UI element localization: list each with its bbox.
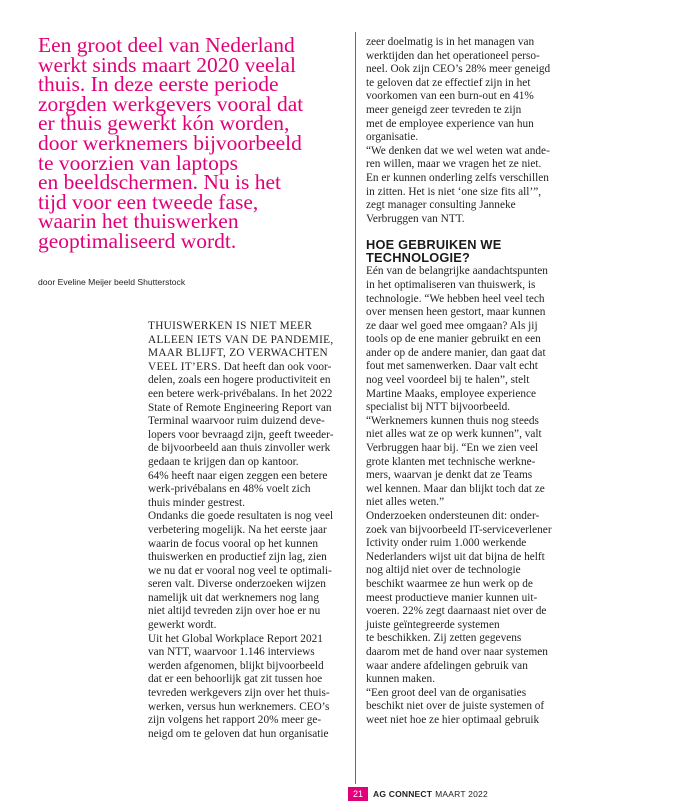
body-column-right	[366, 36, 569, 728]
paragraph: zeer doelmatig is in het managen van werktijden dan het operationeel perso- neel. Ook zijn CEO’s 28% meer geneigd te geloven dat ze effectief zijn in het voorkomen van een burn-out en 41% meer geneigd zeer tevreden te zijn met de employee experience van hun organisatie.	[366, 36, 551, 144]
paragraph: “We denken dat we wel weten wat ande- ren willen, maar we vragen het ze niet. En er kunnen onderling zelfs verschillen in zitten. Het is niet ‘one size fits all’”, zegt manager consulting Janneke Verbruggen van NTT.	[366, 144, 550, 225]
body-column-left	[148, 320, 347, 741]
paragraph: Onderzoeken ondersteunen dit: onder- zoek van bijvoorbeeld IT-serviceverlener Ictivity onder ruim 1.000 werkende Nederlanders wijst uit dat bijna de helft nog altijd niet over de technologie beschikt waarmee ze hun werk op de meest productieve manier kunnen uit- voeren. 22% zegt daarnaast niet over de juiste geïntegreerde systemen te beschikken. Zij zetten gegevens daarom met de hand over naar systemen waar andere afdelingen gebruik van kunnen maken.	[366, 510, 552, 686]
page-number: 21	[348, 787, 368, 801]
page-footer	[348, 786, 488, 802]
issue-date: MAART 2022	[435, 789, 488, 799]
byline: door Eveline Meijer beeld Shutterstock	[38, 277, 186, 287]
paragraph: 64% heeft naar eigen zeggen een betere werk-privébalans en 48% voelt zich thuis minder gestrest.	[148, 469, 328, 509]
paragraph-intro-text: Dat heeft dan ook voor- delen, zoals een hogere productiviteit en een betere werk-privébalans. In het 2022 State of Remote Engineering Report van Terminal waarvoor ruim duizend deve- lopers voor bevraagd zijn, geeft tweeder- de bijvoorbeeld aan thuis zinvoller werk gedaan te krijgen dan op kantoor.	[148, 360, 334, 468]
paragraph: Ondanks die goede resultaten is nog veel verbetering mogelijk. Na het eerste jaar waarin de focus vooral op het kunnen thuiswerken en productief zijn lag, zien we nu dat er vooral nog veel te optimali- seren valt. Diverse onderzoeken wijzen namelijk uit dat werknemers nog lang niet altijd tevreden zijn over hoe er nu gewerkt wordt.	[148, 510, 334, 632]
lead-paragraph: Een groot deel van Nederland werkt sinds maart 2020 veelal thuis. In deze eerste periode zorgden werkgevers vooral dat er thuis gewerkt kón worden, door werknemers bijvoorbeeld te voorzien van laptops en beeldschermen. Nu is het tijd voor een tweede fase, waarin het thuiswerken geoptimaliseerd wordt.	[38, 33, 304, 253]
column-divider	[355, 32, 356, 784]
publication-name: AG CONNECT	[373, 789, 433, 799]
caps-opening: THUISWERKEN IS NIET MEER ALLEEN IETS VAN DE PANDEMIE, MAAR BLIJFT, ZO VERWACHTEN VEEL IT’ERS.	[148, 320, 334, 373]
section-heading: HOE GEBRUIKEN WE TECHNOLOGIE?	[366, 237, 502, 266]
paragraph: “Een groot deel van de organisaties beschikt niet over de juiste systemen of weet niet hoe ze hier optimaal gebruik	[366, 686, 545, 726]
paragraph: Eén van de belangrijke aandachtspunten in het optimaliseren van thuiswerk, is technologie. “We hebben heel veel tech over mensen heen gestort, maar kunnen ze daar wel goed mee omgaan? Als jij tools op de ene manier gebruikt en een ander op de andere manier, dan gaat dat fout met samenwerken. Daar valt echt nog veel voordeel bij te halen”, stelt Martine Maaks, employee experience specialist bij NTT bijvoorbeeld.	[366, 265, 548, 414]
paragraph-intro	[148, 320, 347, 470]
paragraph: Uit het Global Workplace Report 2021 van NTT, waarvoor 1.146 interviews werden afgenomen, blijkt bijvoorbeeld dat er een behoorlijk gat zit tussen hoe tevreden werkgevers zijn over het thuis- werken, versus hun werknemers. CEO’s zijn volgens het rapport 20% meer ge- neigd om te geloven dat hun organisatie	[148, 632, 330, 740]
paragraph: “Werknemers kunnen thuis nog steeds niet alles wat ze op werk kunnen”, valt Verbruggen haar bij. “En we zien veel grote klanten met technische werkne- mers, waarvan je denkt dat ze Teams wel kennen. Maar dan blijkt toch dat ze niet alles weten.”	[366, 414, 545, 509]
